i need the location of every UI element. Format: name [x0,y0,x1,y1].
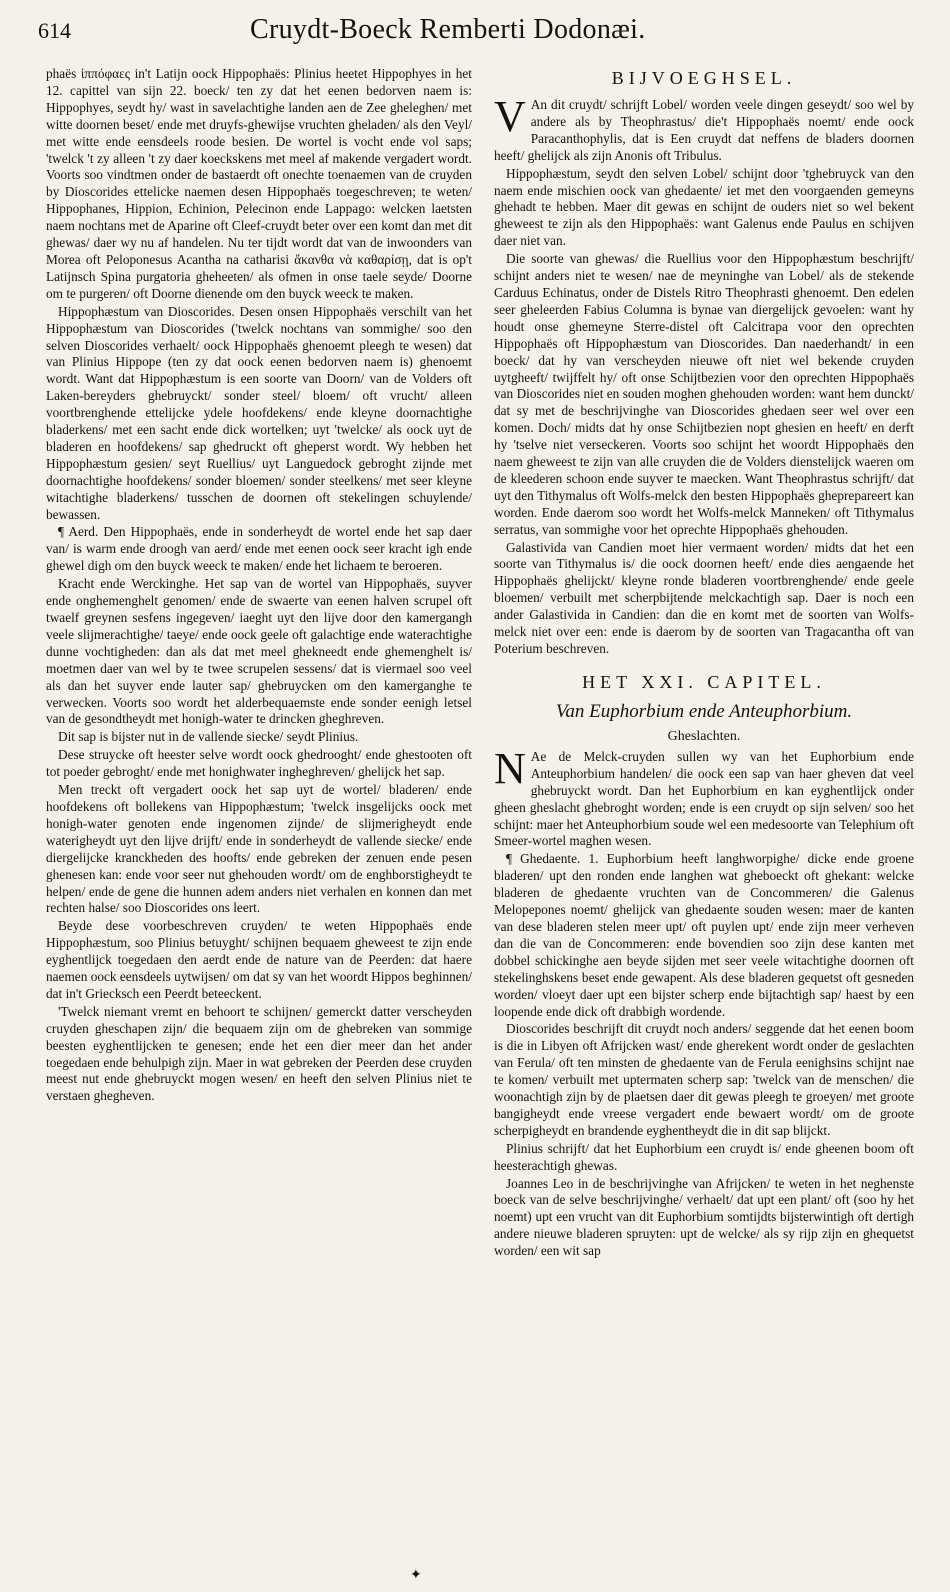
paragraph: ¶ Ghedaente. 1. Euphorbium heeft langhworpighe/ dicke ende groene bladeren/ upt den ronden ende langhen wat gheboeckt oft ghekant: welcke bladeren de ghedaente vruchten van de Concommeren/ die Galenus Melopepones noemt/ ghelijck van ghedaente souden wesen: maer de kanten van dese bladeren stelen meer upt/ oft puylen upt/ ende zijn meer verheven dan die van de Concommeren: ende bovendien soo zijn dese kanten met dobbel schickinghe aen beyde sijden met seer veele witachtighe doornen oft stekelinghskens beset ende gewapent. Als dese bladeren gequetst oft gesneden worden/ vloeyt daer upt een bijster scherp ende bijtachtigh sap/ haest by een loopende ende dick oft drabbigh wordende. [494,851,914,1019]
paragraph: Joannes Leo in de beschrijvinghe van Afrijcken/ te weten in het neghenste boeck van de selve beschrijvinghe/ verhaelt/ dat upt een plant/ oft (soo hy het noemt) upt een vrucht van dit Euphorbium somtijdts bijsterwintigh oft dertigh andere nieuwe bladeren spruyten: upt de welcke/ als sy rijp zijn en ghequetst worden/ een wit sap [494,1175,914,1259]
paragraph-text: Ae de Melck-cruyden sullen wy van het Euphorbium ende Anteuphorbium handelen/ die oock een sap van haer gheven dat veel ghebruyckt wordt. Dan het Euphorbium en kan eyghentlijck onder gheen gheslacht ghebroght worden; ende is een cruydt op sijn selven/ soo het schijnt: maer het Anteuphorbium soude wel een medesoorte van Telephium oft Smeer-wortel maghen wesen. [494,748,914,849]
ornament-icon: ✦ [410,1568,422,1583]
paragraph [494,92,914,165]
paragraph: Plinius schrijft/ dat het Euphorbium een cruydt is/ ende gheenen boom oft heesterachtigh ghewas. [494,1140,914,1173]
right-column [494,66,914,1261]
paragraph: Dit sap is bijster nut in de vallende siecke/ seydt Plinius. [58,729,359,745]
paragraph: Die soorte van ghewas/ die Ruellius voor den Hippophæstum beschrijft/ schijnt anders niet te wesen/ nae de meyninghe van Lobel/ als de stekende Carduus Echinatus, onder de Distels Ritro Theophrasti ghenoemt. Den edelen seer gheleerden Fabius Columna is bynae van diergelijck gevoelen: want hy houdt onse ghemeyne Sterre-distel oft Calcitrapa voor den oprechten Hippophaës oft Hippophæstum van Dioscorides. Dan naederhandt/ in een boeck/ dat hy van verscheyden nieuwe oft niet wel bekende cruyden uytgheeft/ twijffelt hy/ oft onse Schijtbezien voor den oprechten Hippophaës van Dioscorides niet en souden moghen ghehouden worden: want hem dunckt/ dat sy met de beschrijvinghe van Dioscorides ghedaen seer wel over een komen. Doch/ midts dat hy onse Schijtbezien nopt ghesien en heeft/ en derft hy 'tselve niet verseckeren. Voorts soo schijnt het woordt Hippophaës den naem gheweest te zijn van alle cruyden die de Volders dienstelijck waeren om de kleederen schoon ende suyver te maecken. Want Theophrastus schrijft/ dat uyt den Tithymalus oft Wolfs-melck den besten Hippophaës gheprepareert kan worden. Ende daerom soo wordt het Wolfs-melck Manneken/ oft Tithymalus serratus, van sommighe voor het oprechte Hippophaës ghehouden. [494,251,914,537]
paragraph: Dese struycke oft heester selve wordt oock ghedrooght/ ende ghestooten oft tot poeder gebroght/ ende met honighwater ingheghreven/ ghelijck het sap. [46,747,472,780]
chapter-title: HET XXI. CAPITEL. [582,671,826,692]
paragraph: 'Twelck niemant vremt en behoort te schijnen/ gemerckt datter verscheyden cruyden gheschapen zijn/ die bequaem zijn om de ghebreken van sommige beesten eyghentlijcken te genesen; ende het een dier meer dan het ander toegedaen ende behulpigh zijn. Maer in wat gebreken der Peerden dese cruyden meest nut ende ghebruyckt mogen wesen/ en heeft den selven Plinius niet te verstaen ghegheven. [46,1003,472,1104]
paragraph: Galastivida van Candien moet hier vermaent worden/ midts dat het een soorte van Tithymalus is/ die oock doornen heeft/ ende dies aengaende het Hippophaës ghelijckt/ kleyne ronde bladeren voortbrenghende/ ende geele bloemen/ verbuilt met scherpbijtende melckachtigh sap. Daer is noch een ander Galastivida in Candien: dan die en komt met de soorten van Wolfs-melck niet over een: ende is daerom by de soorten van Tragacantha oft van Poterium beschreven. [494,539,914,656]
paragraph: Men treckt oft vergadert oock het sap uyt de wortel/ bladeren/ ende hoofdekens oft bollekens van Hippophæstum; 'twelck insgelijcks oock met honigh-water genoten ende ingenomen zijnde/ de slijmerigheydt ende waterigheydt uyt den lijve drijft/ ende in sonderheydt de vallende siecke/ ende diergelijcke kranckheden des hoofts/ ende gebreken der zenuen ende pesen ghenesen kan: ende voor seer nut ghehouden wordt/ om de enghborstigheydt te helpen/ ende de gene die hunnen adem anders niet verhalen en konnen dan met rechten halse/ soo Dioscorides ons leert. [46,782,472,916]
drop-cap: N [494,743,526,793]
paragraph-text: An dit cruydt/ schrijft Lobel/ worden veele dingen geseydt/ soo wel by andere als by Theophrastus/ die't Hippophaës noemt/ ende oock Paracanthophylis, dat is Een cruydt dat neffens de bladers doornen heeft/ ghelijck als zijn Anonis oft Tribulus. [494,97,914,163]
paragraph: Dioscorides beschrijft dit cruydt noch anders/ seggende dat het eenen boom is die in Libyen oft Afrijcken wast/ ende gherekent wordt onder de geslachten van Ferula/ oft ten minsten de ghedaente van de Ferula eenighsins schijnt nae te komen/ verbuilt met uptermaten scherp sap: 'twelck van de menschen/ die woonachtigh zijn by de plaetsen daer dit gewas pleegh te groeyen/ met groote bangigheydt ende vreese vergadert ende bewaert wordt/ om de groote scherpigheydt en brandende eyghentheydt die in dit sap blijckt. [494,1021,914,1138]
drop-cap: V [494,92,526,141]
page-number: 614 [38,18,71,43]
paragraph: Hippophæstum, seydt den selven Lobel/ schijnt door 'tghebruyck van den naem ende mischien oock van ghedaente/ iet met den voorgaenden gemeyns ghehadt te hebben. Maer dit gewas en schijnt de ouders niet so wel bekent gheweest te zijn als den Hippophaës: want Galenus ende Paulus en schijven daer niet van. [494,165,914,249]
paragraph: ¶ Aerd. Den Hippophaës, ende in sonderheydt de wortel ende het sap daer van/ is warm ende droogh van aerd/ ende met eenen oock seer kracht igh ende ghewel digh om den buyck weeck te maken/ ende het lichaem te beroeren. [46,524,472,574]
section-title: BIJVOEGHSEL. [611,68,797,88]
paragraph [494,743,914,850]
paragraph: Beyde dese voorbeschreven cruyden/ te weten Hippophaës ende Hippophæstum, soo Plinius betuyght/ schijnen bequaem gheweest te zijn ende eyghentlijck toegedaen den aerdt ende de nature van de Peerden: dat haere naemen oock eensdeels uytwijsen/ om dat sy van het woordt Hippos beghinnen/ dat in't Griecksch een Peerdt beteeckent. [46,918,472,1001]
chapter-label: Gheslachten. [667,728,741,744]
paragraph: phaës ἱππόφαες in't Latijn oock Hippophaës: Plinius heetet Hippophyes in het 12. capittel van sijn 22. boeck/ ten zy dat het eenen bedorven naem is: Hippophyes, seydt hy/ wast in savelachtighe landen aen de Zee gheleghen/ met witte doornen beset/ ende met druyfs-ghewijse vruchten gheladen/ als den Veyl/ met witte ende eensdeels roode besien. De wortel is vocht ende vol saps; 'twelck 't zy alleen 't zy daer koeckskens met meel af makende vergadert wordt. Voorts soo vindtmen onder de bastaerdt oft onechte toenaemen van de cruyden by Dioscorides ettelicke naemen desen Hippophaës toegeschreven; te weten/ Hippophanes, Hippion, Echinion, Pelecinon ende Lappago: welcken laetsten naem nochtans met de Aparine oft Cleef-cruydt beter over een komt dan met dit ghewas/ daer wy nu af handelen. Nu ter tijdt wordt dat van de inwoonders van Morea oft Peloponesus Acantha na catharisi ἄκανθα νὰ καθαρίσῃ, dat is op't Latijnsch Spina purgatoria gheheeten/ als ofmen in onse taele seyde/ Doorne om te purgeren/ oft Doorne dienende om den buyck weeck te maken. [46,66,472,301]
paragraph: Hippophæstum van Dioscorides. Desen onsen Hippophaës verschilt van het Hippophæstum van Dioscorides ('twelck nochtans van sommighe/ soo den selven Dioscorides verhaelt/ oock Hippophaës ghenoemt pleegh te wesen) dat van Plinius Hippope (ten zy dat oock eenen bedorven naem is) ghenoemt wordt. Want dat Hippophæstum is een soorte van Doorn/ van de Volders oft Laken-bereyders ghebruyckt/ sonder steel/ bloem/ oft vrucht/ alleen voortbrenghende ettelijcke ydele hoofdekens/ ende kleyne doornachtighe bladerkens/ met een sacht ende dick wortelken; uyt 'twelcke/ als oock uyt de bladeren en hoofdekens/ sap ghedruckt oft gheperst wordt. Wy hebben het Hippophæstum gesien/ seyt Ruellius/ uyt Languedock gebroght zijnde met doornachtighe hoofdekens/ sonder bloemen/ sonder steelkens/ met seer kleyne witachtighe bladerkens/ tusschen de doornen oft stekelingen schuylende/ bewassen. [46,303,472,522]
left-column [46,66,472,1106]
paragraph: Kracht ende Werckinghe. Het sap van de wortel van Hippophaës, suyver ende onghemenghelt genomen/ ende de swaerte van eenen halven scrupel oft twaelf greynen sesfens ingegeven/ iaeght uyt den lijve door den kamergangh veele slijmerachtighe/ taeye/ ende oock geele oft galachtige ende waterachtighe dunne vochtigheden: dan als dat met meel ghekneedt ende ghemenghelt is/ moetmen daer van wel by te twee scrupelen sessens/ dat is viermael soo veel als dan het suyver ende lauter sap/ ghebruycken om den kamerganghe te verwecken. Voorts soo wordt het alderbequaemste ende sonder eenigh letsel van de gesondtheydt met honigh-water te drincken gheghreven. [46,576,472,727]
running-title: Cruydt-Boeck Remberti Dodonæi. [250,14,646,45]
chapter-subtitle: Van Euphorbium ende Anteuphorbium. [555,700,853,722]
